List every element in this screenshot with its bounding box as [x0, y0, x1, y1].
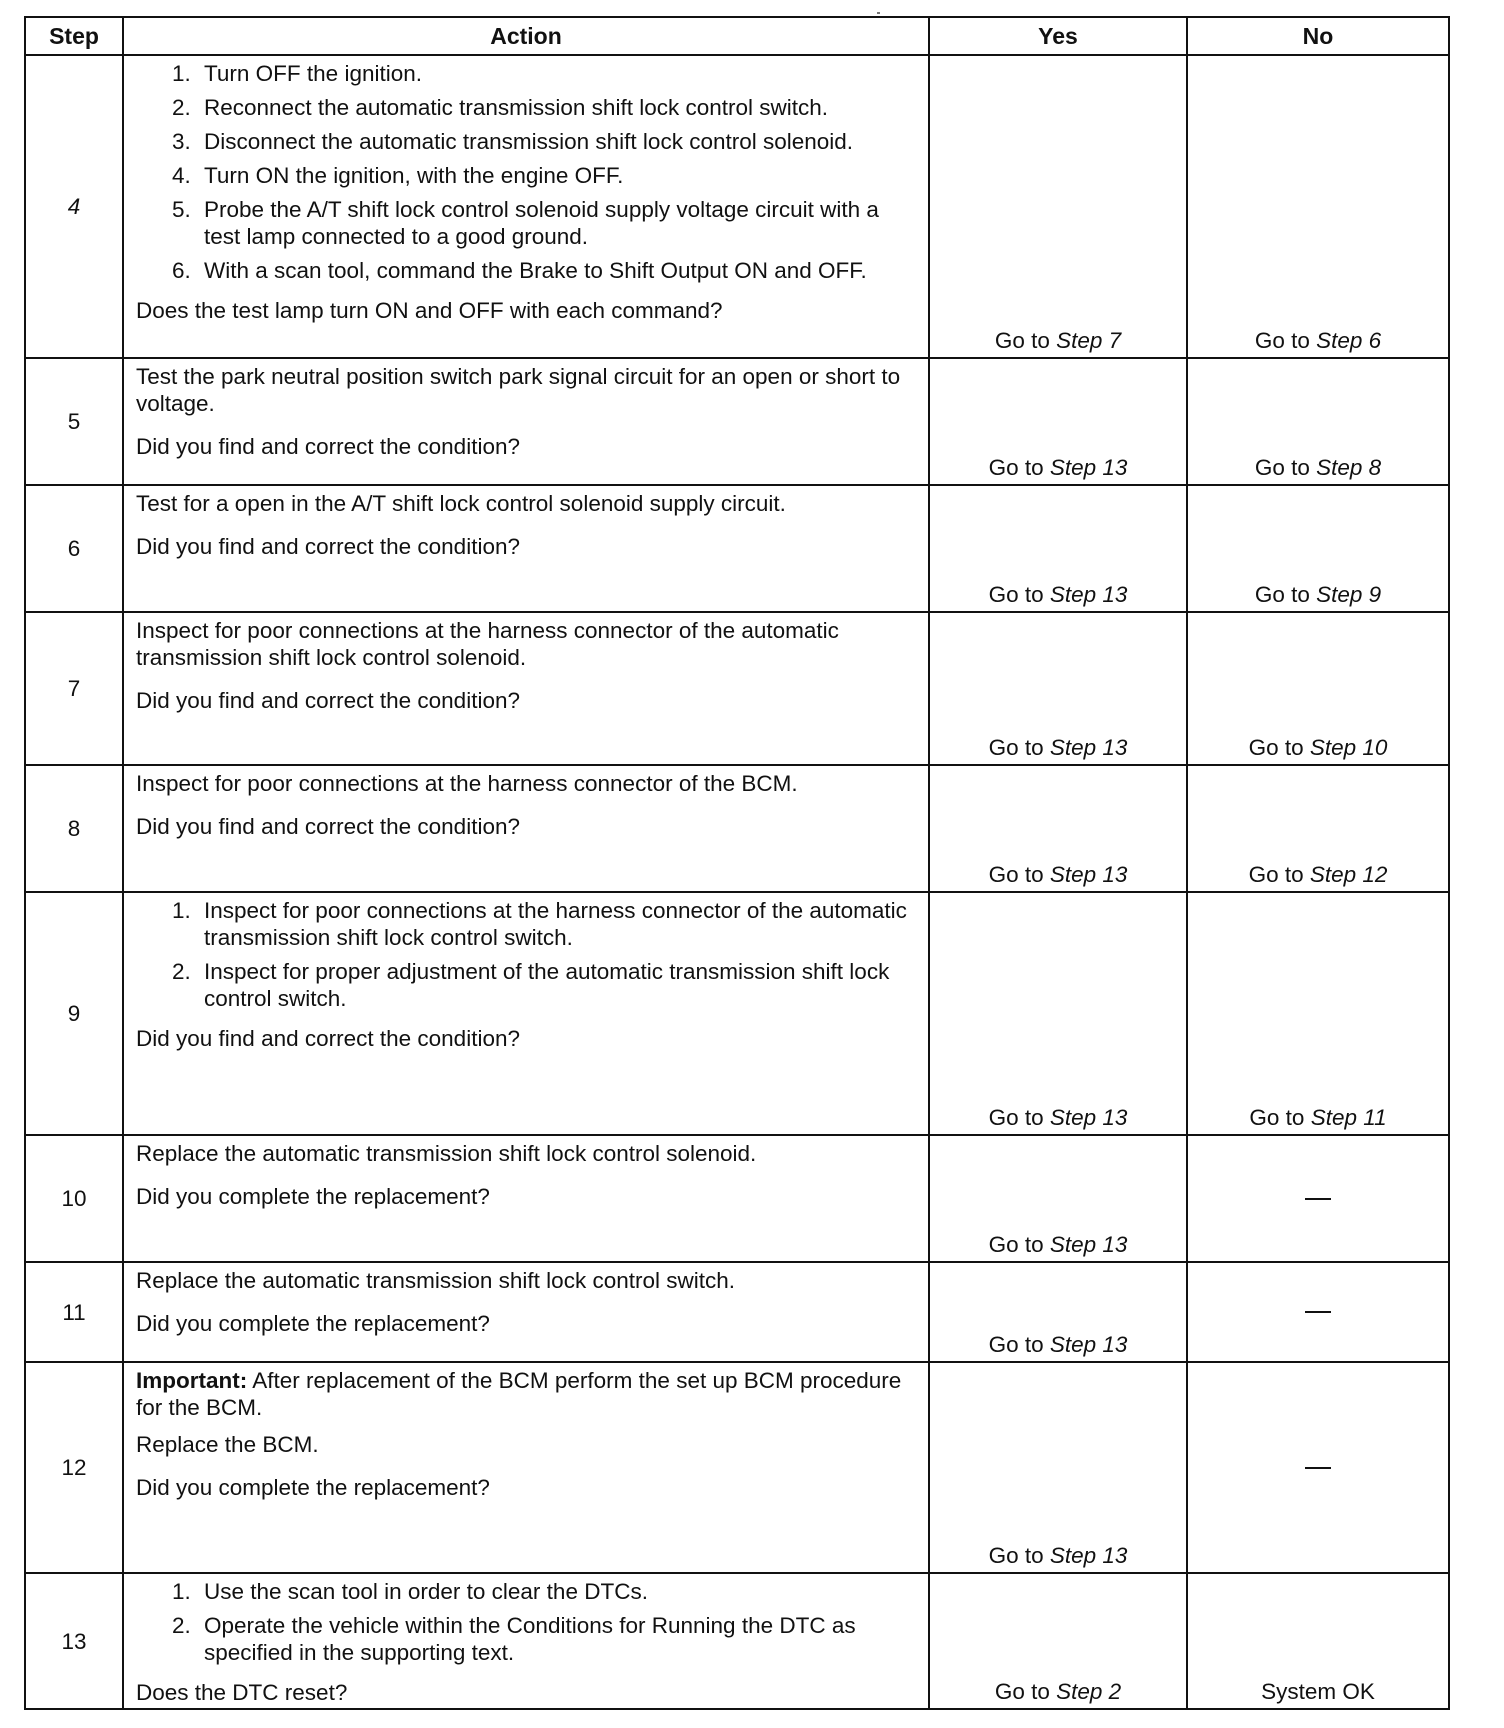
- yes-result: Go to Step 13: [929, 1135, 1187, 1262]
- table-row: [25, 612, 1449, 765]
- action-question: Did you find and correct the condition?: [136, 688, 520, 713]
- table-row: [25, 1135, 1449, 1262]
- step-number: 11: [25, 1262, 123, 1362]
- action-question: Did you complete the replacement?: [136, 1311, 490, 1336]
- action-text: Inspect for poor connections at the harness connector of the BCM.: [136, 771, 798, 796]
- action-question: Does the DTC reset?: [136, 1680, 348, 1705]
- important-label: Important:: [136, 1368, 248, 1393]
- step-number: 5: [25, 358, 123, 485]
- action-step-item: 1. Use the scan tool in order to clear the DTCs.: [172, 1578, 918, 1605]
- step-link[interactable]: Step 13: [1049, 1232, 1128, 1257]
- header-step: Step: [25, 17, 123, 55]
- action-cell: [123, 1362, 929, 1573]
- yes-result: Go to Step 13: [929, 1362, 1187, 1573]
- action-cell: [123, 358, 929, 485]
- step-number: 7: [25, 612, 123, 765]
- header-action: Action: [123, 17, 929, 55]
- step-link[interactable]: Step 13: [1049, 1332, 1128, 1357]
- table-row: [25, 1362, 1449, 1573]
- action-text: Replace the automatic transmission shift lock control solenoid.: [136, 1141, 757, 1166]
- action-steps: [136, 1578, 918, 1666]
- yes-result: Go to Step 13: [929, 358, 1187, 485]
- header-yes: Yes: [929, 17, 1187, 55]
- no-result: Go to Step 9: [1187, 485, 1449, 612]
- action-step-item: 2. Reconnect the automatic transmission shift lock control switch.: [172, 94, 918, 121]
- action-cell: [123, 55, 929, 358]
- dash-icon: [1305, 1311, 1331, 1313]
- action-cell: [123, 1573, 929, 1709]
- table-row: [25, 765, 1449, 892]
- scan-speck: [877, 12, 880, 14]
- no-result: System OK: [1187, 1573, 1449, 1709]
- action-question: Does the test lamp turn ON and OFF with each command?: [136, 298, 723, 323]
- step-number: 9: [25, 892, 123, 1135]
- dash-icon: [1305, 1467, 1331, 1469]
- action-question: Did you find and correct the condition?: [136, 434, 520, 459]
- step-link[interactable]: Step 13: [1049, 455, 1128, 480]
- yes-result: Go to Step 13: [929, 765, 1187, 892]
- action-steps: [136, 60, 918, 284]
- action-step-item: 2. Operate the vehicle within the Conditions for Running the DTC as specified in the supporting text.: [172, 1612, 918, 1666]
- no-result: [1187, 1262, 1449, 1362]
- action-text: Replace the BCM.: [136, 1432, 319, 1457]
- important-note: [136, 1367, 918, 1421]
- action-question: Did you complete the replacement?: [136, 1184, 490, 1209]
- action-cell: [123, 1262, 929, 1362]
- table-header-row: [25, 17, 1449, 55]
- action-question: Did you find and correct the condition?: [136, 814, 520, 839]
- header-no: No: [1187, 17, 1449, 55]
- step-number: 4: [25, 55, 123, 358]
- action-cell: [123, 485, 929, 612]
- action-cell: [123, 892, 929, 1135]
- action-text: Test for a open in the A/T shift lock control solenoid supply circuit.: [136, 491, 786, 516]
- no-result: Go to Step 10: [1187, 612, 1449, 765]
- diagnostic-table: [24, 16, 1450, 1710]
- step-link[interactable]: Step 13: [1049, 735, 1128, 760]
- action-cell: [123, 612, 929, 765]
- action-steps: [136, 897, 918, 1012]
- step-link[interactable]: Step 13: [1049, 582, 1128, 607]
- action-question: Did you find and correct the condition?: [136, 534, 520, 559]
- no-result: Go to Step 12: [1187, 765, 1449, 892]
- action-step-item: 1. Inspect for poor connections at the harness connector of the automatic transmission shift lock control switch.: [172, 897, 918, 951]
- step-link[interactable]: Step 13: [1049, 1543, 1128, 1568]
- step-link[interactable]: Step 10: [1309, 735, 1388, 760]
- action-step-item: 2. Inspect for proper adjustment of the automatic transmission shift lock control switch.: [172, 958, 918, 1012]
- action-cell: [123, 765, 929, 892]
- action-step-item: 4. Turn ON the ignition, with the engine OFF.: [172, 162, 918, 189]
- step-link[interactable]: Step 9: [1316, 582, 1382, 607]
- action-text: Test the park neutral position switch park signal circuit for an open or short to voltage.: [136, 364, 901, 416]
- yes-result: Go to Step 13: [929, 1262, 1187, 1362]
- step-link[interactable]: Step 6: [1316, 328, 1382, 353]
- step-number: 6: [25, 485, 123, 612]
- yes-result: Go to Step 13: [929, 612, 1187, 765]
- table-row: [25, 1573, 1449, 1709]
- yes-result: Go to Step 2: [929, 1573, 1187, 1709]
- step-link[interactable]: Step 13: [1049, 862, 1128, 887]
- step-link[interactable]: Step 12: [1309, 862, 1388, 887]
- yes-result: Go to Step 13: [929, 485, 1187, 612]
- step-number: 12: [25, 1362, 123, 1573]
- no-result: Go to Step 8: [1187, 358, 1449, 485]
- step-link[interactable]: Step 7: [1056, 328, 1122, 353]
- important-text: After replacement of the BCM perform the set up BCM procedure for the BCM.: [136, 1368, 902, 1420]
- no-result: Go to Step 11: [1187, 892, 1449, 1135]
- step-number: 8: [25, 765, 123, 892]
- action-step-item: 5. Probe the A/T shift lock control solenoid supply voltage circuit with a test lamp connected to a good ground.: [172, 196, 918, 250]
- table-row: [25, 485, 1449, 612]
- table-row: [25, 1262, 1449, 1362]
- action-step-item: 3. Disconnect the automatic transmission shift lock control solenoid.: [172, 128, 918, 155]
- yes-result: Go to Step 13: [929, 892, 1187, 1135]
- table-row: [25, 55, 1449, 358]
- yes-result: Go to Step 7: [929, 55, 1187, 358]
- action-text: Inspect for poor connections at the harness connector of the automatic transmission shift lock control solenoid.: [136, 618, 839, 670]
- no-result: Go to Step 6: [1187, 55, 1449, 358]
- step-link[interactable]: Step 13: [1049, 1105, 1128, 1130]
- step-number: 10: [25, 1135, 123, 1262]
- no-result: [1187, 1362, 1449, 1573]
- action-cell: [123, 1135, 929, 1262]
- step-number: 13: [25, 1573, 123, 1709]
- action-step-item: 1. Turn OFF the ignition.: [172, 60, 918, 87]
- action-question: Did you complete the replacement?: [136, 1475, 490, 1500]
- table-row: [25, 358, 1449, 485]
- step-link[interactable]: Step 2: [1056, 1679, 1122, 1704]
- action-question: Did you find and correct the condition?: [136, 1026, 520, 1051]
- no-result: [1187, 1135, 1449, 1262]
- dash-icon: [1305, 1198, 1331, 1200]
- action-text: Replace the automatic transmission shift lock control switch.: [136, 1268, 735, 1293]
- action-step-item: 6. With a scan tool, command the Brake to Shift Output ON and OFF.: [172, 257, 918, 284]
- step-link[interactable]: Step 11: [1310, 1105, 1387, 1130]
- step-link[interactable]: Step 8: [1316, 455, 1382, 480]
- table-row: [25, 892, 1449, 1135]
